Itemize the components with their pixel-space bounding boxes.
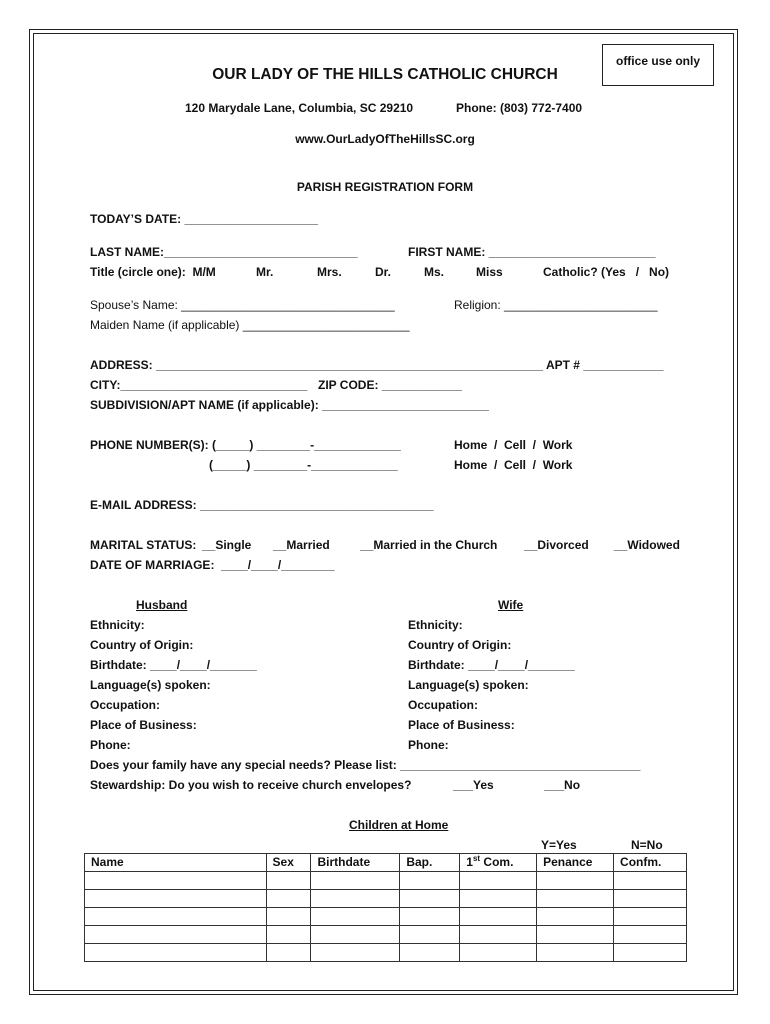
wife-heading: Wife [498, 598, 524, 612]
church-phone: Phone: (803) 772-7400 [456, 101, 583, 115]
title-option-mrs[interactable]: Mrs. [317, 265, 342, 279]
cell-name[interactable] [85, 908, 267, 926]
todays-date-field[interactable]: TODAY’S DATE: ____________________ [90, 212, 318, 226]
cell-first-communion[interactable] [460, 926, 537, 944]
cell-first-communion[interactable] [460, 872, 537, 890]
husband-place-of-business[interactable]: Place of Business: [90, 718, 197, 732]
first-communion-label: Com. [480, 855, 514, 869]
cell-confirmation[interactable] [614, 872, 687, 890]
cell-baptism[interactable] [400, 908, 460, 926]
husband-phone[interactable]: Phone: [90, 738, 131, 752]
table-row[interactable] [85, 908, 687, 926]
cell-first-communion[interactable] [460, 908, 537, 926]
husband-country-of-origin[interactable]: Country of Origin: [90, 638, 194, 652]
wife-languages[interactable]: Language(s) spoken: [408, 678, 529, 692]
marital-option-widowed[interactable]: __Widowed [614, 538, 680, 552]
phone-number-1-field[interactable]: PHONE NUMBER(S): (_____) ________-_____________ [90, 438, 401, 452]
wife-ethnicity[interactable]: Ethnicity: [408, 618, 463, 632]
address-field[interactable]: ADDRESS: __________________________________________________________ APT # ____________ [90, 358, 664, 372]
cell-baptism[interactable] [400, 872, 460, 890]
wife-occupation[interactable]: Occupation: [408, 698, 479, 712]
cell-confirmation[interactable] [614, 890, 687, 908]
cell-baptism[interactable] [400, 926, 460, 944]
date-of-marriage-field[interactable]: DATE OF MARRIAGE: ____/____/________ [90, 558, 335, 572]
children-table [84, 853, 687, 962]
table-row[interactable] [85, 872, 687, 890]
phone-number-2-field[interactable]: (_____) ________-_____________ [209, 458, 398, 472]
cell-first-communion[interactable] [460, 944, 537, 962]
cell-name[interactable] [85, 872, 267, 890]
column-header-confirmation: Confm. [614, 854, 687, 872]
wife-place-of-business[interactable]: Place of Business: [408, 718, 515, 732]
wife-birthdate[interactable]: Birthdate: ____/____/_______ [408, 658, 575, 672]
phone-2-type[interactable]: Home / Cell / Work [454, 458, 573, 472]
cell-sex[interactable] [266, 944, 311, 962]
husband-birthdate[interactable]: Birthdate: ____/____/_______ [90, 658, 257, 672]
cell-penance[interactable] [537, 926, 614, 944]
marital-status-label: MARITAL STATUS: [90, 538, 197, 552]
cell-sex[interactable] [266, 872, 311, 890]
first-communion-suffix: st [472, 854, 481, 863]
legend-yes: Y=Yes [541, 838, 577, 852]
cell-birthdate[interactable] [311, 908, 400, 926]
husband-occupation[interactable]: Occupation: [90, 698, 161, 712]
husband-languages[interactable]: Language(s) spoken: [90, 678, 211, 692]
table-row[interactable] [85, 944, 687, 962]
column-header-first-communion [460, 854, 537, 872]
church-website: www.OurLadyOfTheHillsSC.org [295, 132, 475, 146]
zip-code-field[interactable]: ZIP CODE: ____________ [318, 378, 462, 392]
cell-name[interactable] [85, 926, 267, 944]
wife-country-of-origin[interactable]: Country of Origin: [408, 638, 512, 652]
table-row[interactable] [85, 890, 687, 908]
wife-phone[interactable]: Phone: [408, 738, 449, 752]
cell-confirmation[interactable] [614, 908, 687, 926]
cell-confirmation[interactable] [614, 926, 687, 944]
cell-confirmation[interactable] [614, 944, 687, 962]
cell-baptism[interactable] [400, 944, 460, 962]
title-option-mr[interactable]: Mr. [256, 265, 274, 279]
cell-sex[interactable] [266, 926, 311, 944]
cell-birthdate[interactable] [311, 872, 400, 890]
table-header-row [85, 854, 687, 872]
title-option-miss[interactable]: Miss [476, 265, 503, 279]
title-option-ms[interactable]: Ms. [424, 265, 445, 279]
cell-name[interactable] [85, 944, 267, 962]
cell-birthdate[interactable] [311, 944, 400, 962]
cell-penance[interactable] [537, 890, 614, 908]
husband-ethnicity[interactable]: Ethnicity: [90, 618, 145, 632]
stewardship-question: Stewardship: Do you wish to receive church envelopes? [90, 778, 412, 792]
cell-birthdate[interactable] [311, 926, 400, 944]
title-option-dr[interactable]: Dr. [375, 265, 392, 279]
cell-birthdate[interactable] [311, 890, 400, 908]
last-name-field[interactable]: LAST NAME:_____________________________ [90, 245, 358, 259]
catholic-field[interactable]: Catholic? (Yes / No) [543, 265, 670, 279]
title-label: Title (circle one): M/M [90, 265, 216, 279]
cell-penance[interactable] [537, 872, 614, 890]
marital-option-married-church[interactable]: __Married in the Church [360, 538, 498, 552]
first-name-field[interactable]: FIRST NAME: _________________________ [408, 245, 656, 259]
column-header-penance: Penance [537, 854, 614, 872]
first-communion-number: 1 [466, 855, 473, 869]
city-field[interactable]: CITY:____________________________ [90, 378, 308, 392]
cell-sex[interactable] [266, 890, 311, 908]
stewardship-no[interactable]: ___No [544, 778, 581, 792]
maiden-name-field[interactable]: Maiden Name (if applicable) _________________________ [90, 318, 410, 332]
church-name: OUR LADY OF THE HILLS CATHOLIC CHURCH [212, 66, 558, 83]
husband-heading: Husband [136, 598, 188, 612]
cell-baptism[interactable] [400, 890, 460, 908]
cell-name[interactable] [85, 890, 267, 908]
children-heading: Children at Home [349, 818, 449, 832]
subdivision-field[interactable]: SUBDIVISION/APT NAME (if applicable): _________________________ [90, 398, 489, 412]
phone-1-type[interactable]: Home / Cell / Work [454, 438, 573, 452]
column-header-sex: Sex [266, 854, 311, 872]
cell-sex[interactable] [266, 908, 311, 926]
cell-penance[interactable] [537, 908, 614, 926]
email-field[interactable]: E-MAIL ADDRESS: ___________________________________ [90, 498, 434, 512]
column-header-baptism: Bap. [400, 854, 460, 872]
office-use-label: office use only [615, 54, 701, 68]
marital-option-divorced[interactable]: __Divorced [524, 538, 589, 552]
marital-option-married[interactable]: __Married [273, 538, 330, 552]
stewardship-yes[interactable]: ___Yes [453, 778, 494, 792]
marital-option-single[interactable]: __Single [202, 538, 252, 552]
legend-no: N=No [631, 838, 663, 852]
special-needs-field[interactable]: Does your family have any special needs? Please list: ____________________________________ [90, 758, 641, 772]
form-title: PARISH REGISTRATION FORM [296, 180, 474, 194]
cell-first-communion[interactable] [460, 890, 537, 908]
church-address: 120 Marydale Lane, Columbia, SC 29210 [185, 101, 414, 115]
table-row[interactable] [85, 926, 687, 944]
cell-penance[interactable] [537, 944, 614, 962]
spouse-name-field[interactable]: Spouse’s Name: ________________________________ [90, 298, 395, 312]
column-header-birthdate: Birthdate [311, 854, 400, 872]
column-header-name: Name [85, 854, 267, 872]
religion-field[interactable]: Religion: _______________________ [454, 298, 658, 312]
page-border-inner [33, 33, 734, 991]
